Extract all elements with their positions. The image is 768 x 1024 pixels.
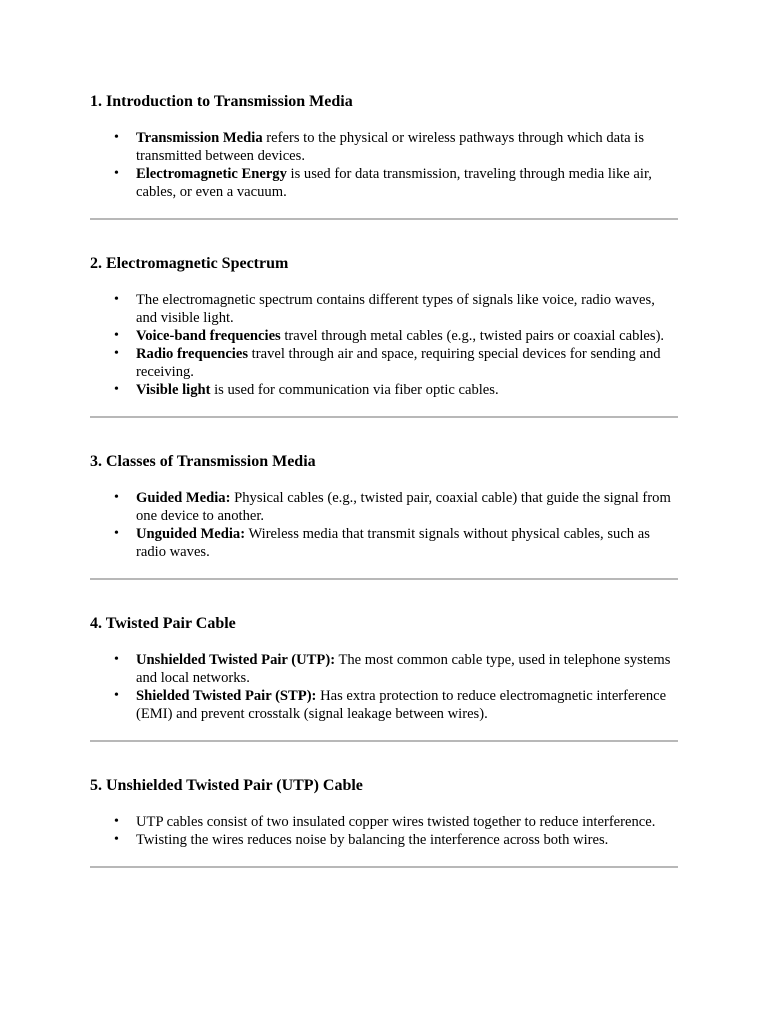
section-divider <box>90 740 678 742</box>
list-item <box>136 651 678 687</box>
item-text: travel through metal cables (e.g., twisted pairs or coaxial cables). <box>280 328 665 344</box>
item-text: The electromagnetic spectrum contains different types of signals like voice, radio waves, and visible light. <box>136 292 655 326</box>
bullet-list <box>90 651 678 723</box>
list-item <box>136 345 678 381</box>
section-divider <box>90 578 678 580</box>
section-heading: 5. Unshielded Twisted Pair (UTP) Cable <box>90 777 363 794</box>
section-divider <box>90 866 678 868</box>
list-item <box>136 687 678 723</box>
bold-term: Voice-band frequencies <box>136 328 281 344</box>
item-text: is used for communication via fiber optic cables. <box>210 382 499 398</box>
list-item <box>136 165 678 201</box>
bold-term: Shielded Twisted Pair (STP): <box>136 688 317 704</box>
list-item <box>136 489 678 525</box>
bold-term: Radio frequencies <box>136 346 249 362</box>
list-item <box>136 525 678 561</box>
section-1 <box>90 92 678 220</box>
section-4 <box>90 614 678 742</box>
bold-term: Unguided Media: <box>136 526 246 542</box>
list-item <box>136 327 678 345</box>
list-item <box>136 831 678 849</box>
bullet-list <box>90 129 678 201</box>
section-3 <box>90 452 678 580</box>
item-text: Wireless media that transmit signals without physical cables, such as radio waves. <box>136 526 650 560</box>
list-item <box>136 129 678 165</box>
item-text: refers to the physical or wireless pathways through which data is transmitted between devices. <box>136 130 645 164</box>
item-text: travel through air and space, requiring special devices for sending and receiving. <box>136 346 661 380</box>
list-item <box>136 813 678 831</box>
section-heading: 3. Classes of Transmission Media <box>90 453 316 470</box>
item-text: The most common cable type, used in telephone systems and local networks. <box>136 652 671 686</box>
bullet-list <box>90 489 678 561</box>
section-divider <box>90 218 678 220</box>
document-page <box>90 92 678 868</box>
bold-term: Unshielded Twisted Pair (UTP): <box>136 652 336 668</box>
section-heading: 4. Twisted Pair Cable <box>90 615 236 632</box>
list-item <box>136 381 678 399</box>
bold-term: Guided Media: <box>136 490 231 506</box>
bullet-list <box>90 291 678 399</box>
bold-term: Electromagnetic Energy <box>136 166 287 182</box>
bullet-list <box>90 813 678 849</box>
bold-term: Transmission Media <box>136 130 263 146</box>
item-text: is used for data transmission, traveling through media like air, cables, or even a vacuum. <box>136 166 652 200</box>
section-heading: 2. Electromagnetic Spectrum <box>90 255 289 272</box>
section-divider <box>90 416 678 418</box>
item-text: Twisting the wires reduces noise by balancing the interference across both wires. <box>136 832 609 848</box>
section-heading: 1. Introduction to Transmission Media <box>90 93 353 110</box>
list-item <box>136 291 678 327</box>
item-text: Has extra protection to reduce electromagnetic interference (EMI) and prevent crosstalk (signal leakage between wires). <box>136 688 667 722</box>
section-5 <box>90 776 678 868</box>
section-2 <box>90 254 678 418</box>
item-text: UTP cables consist of two insulated copper wires twisted together to reduce interference. <box>136 814 656 830</box>
bold-term: Visible light <box>136 382 211 398</box>
item-text: Physical cables (e.g., twisted pair, coaxial cable) that guide the signal from one device to another. <box>136 490 671 524</box>
